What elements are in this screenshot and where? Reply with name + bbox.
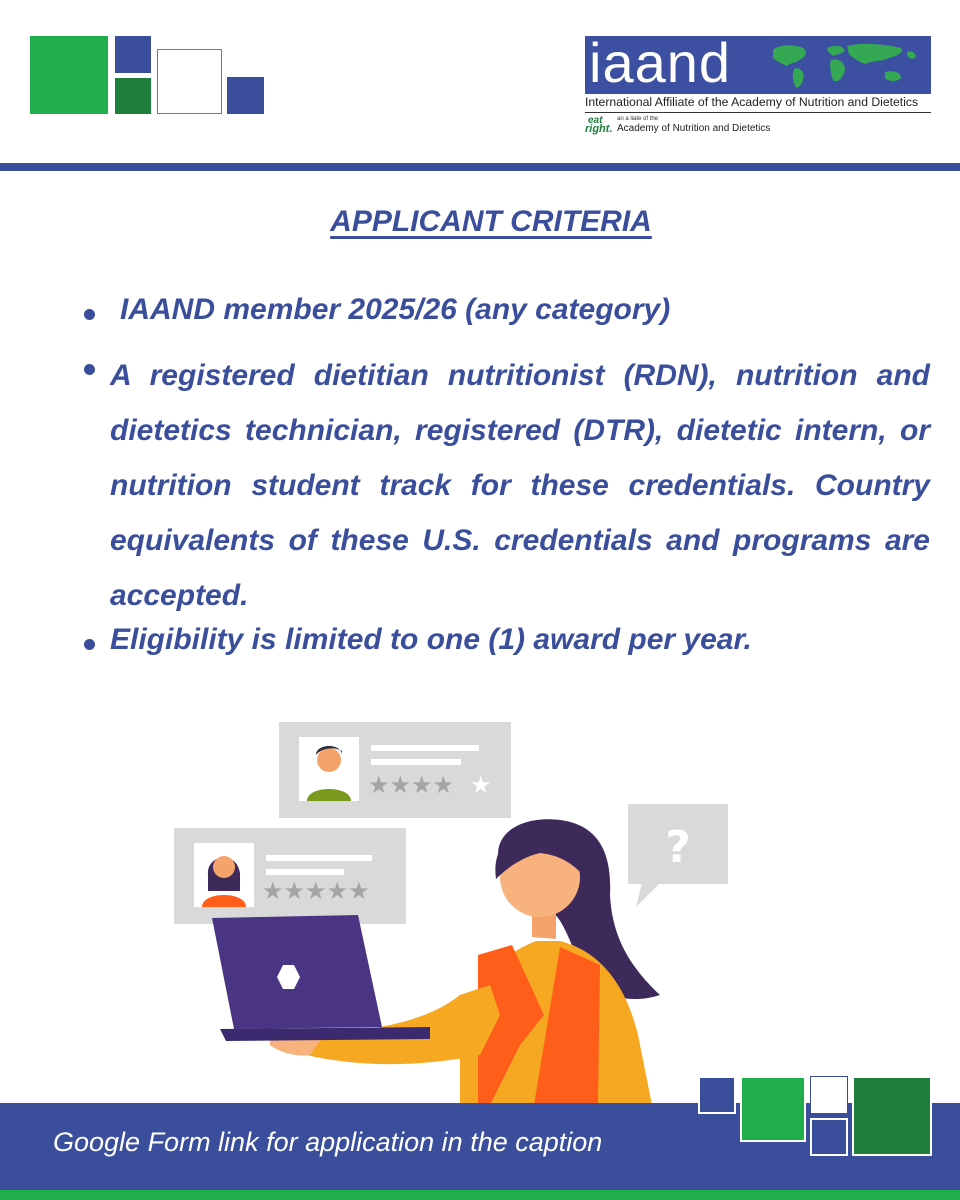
- bullet-icon: [84, 364, 95, 375]
- logo-banner: [585, 36, 931, 94]
- header-divider: [0, 163, 960, 171]
- applicant-review-illustration: [160, 715, 760, 1105]
- svg-text:?: ?: [665, 822, 691, 873]
- deco-square-blue-small: [227, 77, 264, 114]
- affiliate-name: Academy of Nutrition and Dietetics: [617, 123, 771, 134]
- logo-subtitle: International Affiliate of the Academy of Nutrition and Dietetics: [585, 95, 919, 109]
- bullet-icon: [84, 639, 95, 650]
- question-bubble-icon: [628, 804, 728, 907]
- deco-square-blue-bottom: [810, 1118, 848, 1156]
- laptop-icon: [212, 915, 430, 1041]
- deco-square-dark-green: [115, 78, 151, 114]
- bullet-icon: [84, 309, 95, 320]
- logo-wordmark: iaand: [589, 36, 732, 94]
- review-card-front: [174, 828, 406, 924]
- eat-right-logo: eat right.: [585, 115, 613, 135]
- deco-square-outline: [157, 49, 222, 114]
- svg-text:★★★★★: ★★★★★: [262, 877, 370, 905]
- affiliate-note: an a liate of the: [617, 116, 659, 122]
- footer-caption: Google Form link for application in the caption: [53, 1127, 603, 1157]
- world-map-icon: [765, 40, 931, 92]
- list-item: IAAND member 2025/26 (any category): [120, 293, 671, 326]
- deco-square-green: [740, 1076, 806, 1142]
- svg-text:★★★★: ★★★★: [368, 771, 455, 799]
- svg-text:★: ★: [470, 771, 492, 799]
- page-title: APPLICANT CRITERIA: [330, 205, 652, 238]
- review-card-back: [279, 722, 511, 818]
- deco-square-blue-outline: [698, 1076, 736, 1114]
- deco-square-dark-green-large: [852, 1076, 932, 1156]
- list-item: A registered dietitian nutritionist (RDN), nutrition and dietetics technician, registered (DTR), dietetic intern, or nutrition student track for these credentials. Country equivalents of these U.S. credentials and programs are accepted.: [110, 359, 930, 612]
- deco-square-blue: [115, 36, 151, 73]
- logo-divider: [585, 112, 931, 113]
- list-item: Eligibility is limited to one (1) award per year.: [110, 623, 752, 656]
- footer-green-line: [0, 1190, 960, 1200]
- deco-square-green-large: [30, 36, 108, 114]
- iaand-logo: [585, 36, 931, 136]
- deco-square-white: [810, 1076, 848, 1114]
